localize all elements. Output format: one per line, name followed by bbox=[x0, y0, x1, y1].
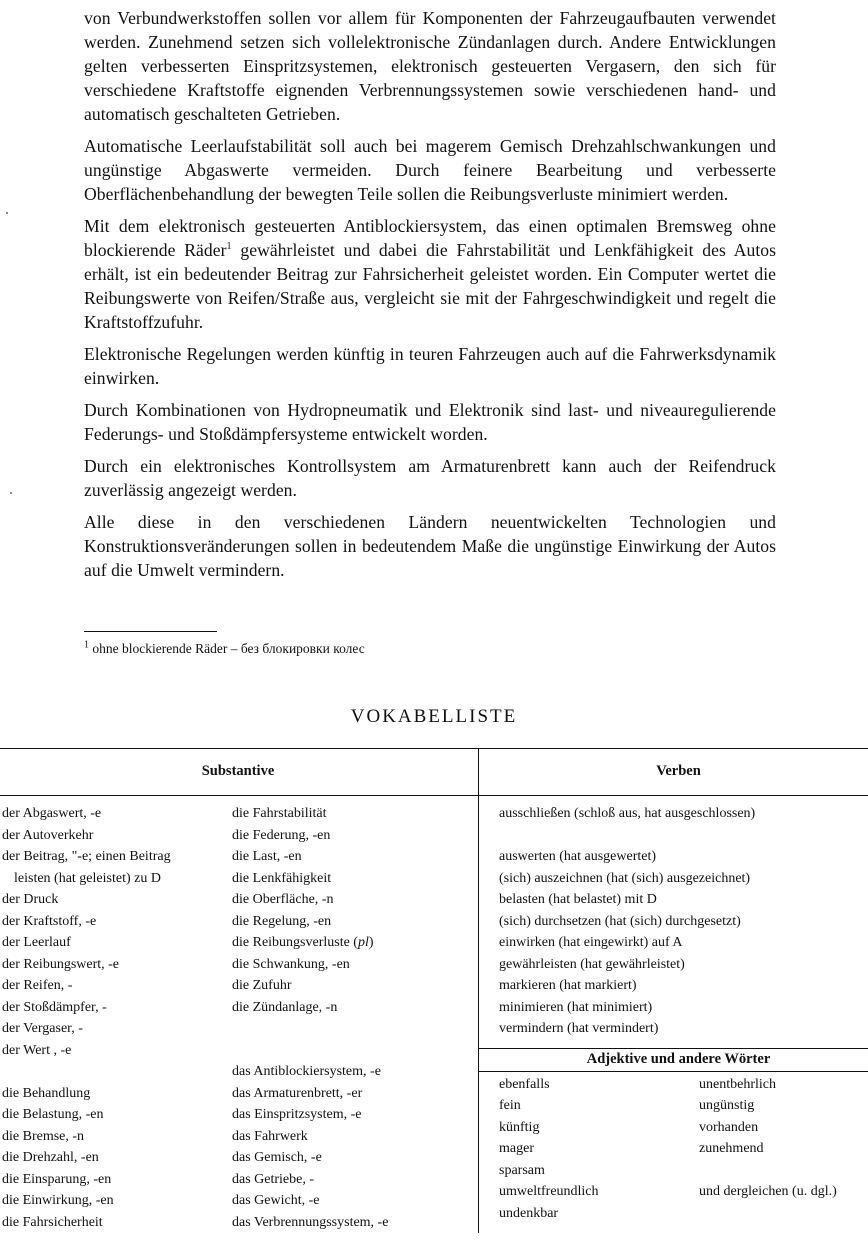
verben-header: Verben bbox=[479, 749, 868, 796]
paragraph: von Verbundwerkstoffen sollen vor allem für Komponenten der Fahrzeugaufbauten verwendet werden. Zunehmend setzen sich vollelektronische Zündanlagen durch. Andere Entwicklungen gelten verbesserten Einspritzsystemen, elektronisch gesteuerten Vergasern, den sich für verschiedene Kraftstoffe eignenden Verbrennungssystemen sowie verschiedenen hand- und automatisch geschalteten Getrieben. bbox=[84, 8, 776, 124]
vocab-entry: die Federung, -en bbox=[232, 827, 331, 843]
vocab-entry: das Gemisch, -e bbox=[232, 1150, 322, 1165]
adjective-entry: umweltfreundlich bbox=[499, 1184, 599, 1199]
scan-speck bbox=[10, 492, 12, 494]
spacer bbox=[499, 825, 868, 847]
verb-entry: vermindern (hat vermindert) bbox=[499, 1021, 659, 1036]
adjective-entry: sparsam bbox=[499, 1162, 545, 1178]
verb-entry: belasten (hat belastet) mit D bbox=[499, 892, 657, 907]
vocab-entry: die Drehzahl, -en bbox=[2, 1150, 99, 1165]
vocab-entry: der Kraftstoff, -e bbox=[2, 913, 97, 929]
footnote-marker: 1 bbox=[226, 241, 232, 253]
verb-entry: (sich) auszeichnen (hat (sich) ausgezeichnet) bbox=[499, 870, 751, 886]
footnote-text: ohne blockierende Räder – без блокировки колес bbox=[92, 641, 365, 656]
spacer bbox=[699, 1160, 868, 1182]
adjektive-column-2 bbox=[699, 1074, 868, 1225]
vocab-entry: das Gewicht, -e bbox=[232, 1193, 320, 1208]
scan-speck bbox=[6, 212, 8, 214]
vocab-entry: die Last, -en bbox=[232, 849, 302, 864]
verb-entry: (sich) durchsetzen (hat (sich) durchgesetzt) bbox=[499, 913, 741, 929]
vocab-entry: der Beitrag, "-e; einen Beitrag bbox=[2, 849, 171, 864]
vocab-entry: die Oberfläche, -n bbox=[232, 892, 334, 907]
vocab-entry: die Fahrsicherheit bbox=[2, 1214, 103, 1230]
vocab-entry: die Zufuhr bbox=[232, 978, 292, 993]
paragraph: Elektronische Regelungen werden künftig in teuren Fahrzeugen auch auf die Fahrwerksdynamik einwirken. bbox=[84, 344, 776, 388]
adjective-entry: und dergleichen (u. dgl.) bbox=[699, 1184, 837, 1199]
vocab-entry: die Einwirkung, -en bbox=[2, 1193, 114, 1208]
adjective-entry: unentbehrlich bbox=[699, 1076, 776, 1092]
vocab-entry: die Zündanlage, -n bbox=[232, 999, 338, 1015]
footnote-number: 1 bbox=[84, 639, 89, 651]
main-text bbox=[84, 6, 776, 590]
vocab-entry: das Fahrwerk bbox=[232, 1128, 308, 1144]
vocabulary-table bbox=[0, 748, 868, 1233]
adjective-entry: künftig bbox=[499, 1119, 540, 1135]
verb-entry: ausschließen (schloß aus, hat ausgeschlossen) bbox=[499, 806, 756, 821]
paragraph: Alle diese in den verschiedenen Ländern neuentwickelten Technologien und Konstruktionsveränderungen sollen in bedeutendem Maße die ungünstige Einwirkung der Autos auf die Umwelt vermindern. bbox=[84, 512, 776, 580]
spacer bbox=[2, 1061, 232, 1083]
footnote bbox=[84, 641, 365, 657]
substantive-section bbox=[0, 749, 479, 1234]
spacer bbox=[232, 1040, 478, 1062]
spacer bbox=[232, 1018, 478, 1040]
adjektive-header: Adjektive und andere Wörter bbox=[479, 1048, 868, 1072]
right-section bbox=[479, 749, 868, 1234]
vocab-entry: das Einspritzsystem, -e bbox=[232, 1107, 362, 1122]
vocab-entry: die Reibungsverluste (pl) bbox=[232, 935, 374, 950]
substantive-header: Substantive bbox=[0, 749, 478, 796]
vocab-entry: der Druck bbox=[2, 892, 59, 907]
adjective-entry: undenkbar bbox=[499, 1205, 559, 1221]
vocab-entry: das Armaturenbrett, -er bbox=[232, 1085, 363, 1101]
footnote-divider bbox=[84, 631, 217, 632]
paragraph-part: Mit dem elektronisch gesteuerten Antiblockiersystem, das einen optimalen Bremsweg ohne blockierende Räder bbox=[84, 216, 776, 260]
vocab-entry: die Fahrstabilität bbox=[232, 806, 327, 821]
verb-entry: minimieren (hat minimiert) bbox=[499, 999, 653, 1015]
paragraph: Durch Kombinationen von Hydropneumatik und Elektronik sind last- und niveauregulierende Federungs- und Stoßdämpfersysteme entwickelt worden. bbox=[84, 400, 776, 444]
substantive-column-2 bbox=[232, 803, 478, 1233]
vocab-entry: der Autoverkehr bbox=[2, 827, 94, 843]
vocab-entry: leisten (hat geleistet) zu D bbox=[14, 870, 161, 886]
paragraph bbox=[84, 214, 776, 334]
verben-list bbox=[479, 796, 868, 1040]
vocab-entry: der Reifen, - bbox=[2, 978, 73, 993]
vocab-entry: die Belastung, -en bbox=[2, 1107, 104, 1122]
paragraph-part: gewährleistet und dabei die Fahrstabilität und Lenkfähigkeit des Autos erhält, ist ein bedeutender Beitrag zur Fahrsicherheit geleistet worden. Ein Computer wertet die Reibungswerte von Reifen/Straße aus, vergleicht sie mit der Fahrgeschwindigkeit und regelt die Kraftstoffzufuhr. bbox=[84, 240, 776, 332]
vocab-entry: der Reibungswert, -e bbox=[2, 956, 120, 972]
adjective-entry: vorhanden bbox=[699, 1119, 759, 1135]
vocab-entry: der Abgaswert, -e bbox=[2, 806, 102, 821]
adjective-entry: zunehmend bbox=[699, 1141, 764, 1156]
paragraph: Durch ein elektronisches Kontrollsystem am Armaturenbrett kann auch der Reifendruck zuverlässig angezeigt werden. bbox=[84, 456, 776, 500]
vocab-entry: der Wert , -e bbox=[2, 1042, 72, 1058]
spacer bbox=[699, 1203, 868, 1225]
vocab-entry: die Lenkfähigkeit bbox=[232, 870, 332, 886]
adjective-entry: fein bbox=[499, 1098, 521, 1113]
vocab-entry: das Antiblockiersystem, -e bbox=[232, 1064, 381, 1079]
substantive-column-1 bbox=[0, 803, 232, 1233]
adjective-entry: ungünstig bbox=[699, 1098, 755, 1113]
vocab-entry: der Stoßdämpfer, - bbox=[2, 999, 107, 1015]
vocab-entry: die Regelung, -en bbox=[232, 913, 332, 929]
verb-entry: gewährleisten (hat gewährleistet) bbox=[499, 956, 685, 972]
paragraph: Automatische Leerlaufstabilität soll auch bei magerem Gemisch Drehzahlschwankungen und ungünstige Abgaswerte vermeiden. Durch feinere Bearbeitung und verbesserte Oberflächenbehandlung der bewegten Teile sollen die Reibungsverluste minimiert werden. bbox=[84, 136, 776, 204]
verb-entry: einwirken (hat eingewirkt) auf A bbox=[499, 935, 683, 950]
adjective-entry: ebenfalls bbox=[499, 1076, 550, 1092]
vocab-entry: die Schwankung, -en bbox=[232, 956, 350, 972]
vocab-entry: der Vergaser, - bbox=[2, 1021, 83, 1036]
vocab-entry: das Getriebe, - bbox=[232, 1171, 315, 1187]
vocab-entry: die Bremse, -n bbox=[2, 1128, 85, 1144]
vocab-entry: die Einsparung, -en bbox=[2, 1171, 112, 1187]
adjektive-column-1 bbox=[499, 1074, 699, 1225]
vocab-entry: die Behandlung bbox=[2, 1085, 91, 1101]
vocabulary-heading: VOKABELLISTE bbox=[350, 706, 518, 727]
adjective-entry: mager bbox=[499, 1141, 534, 1156]
vocab-entry: der Leerlauf bbox=[2, 935, 71, 950]
verb-entry: auswerten (hat ausgewertet) bbox=[499, 849, 657, 864]
vocab-entry: das Verbrennungssystem, -e bbox=[232, 1214, 389, 1230]
verb-entry: markieren (hat markiert) bbox=[499, 978, 637, 993]
